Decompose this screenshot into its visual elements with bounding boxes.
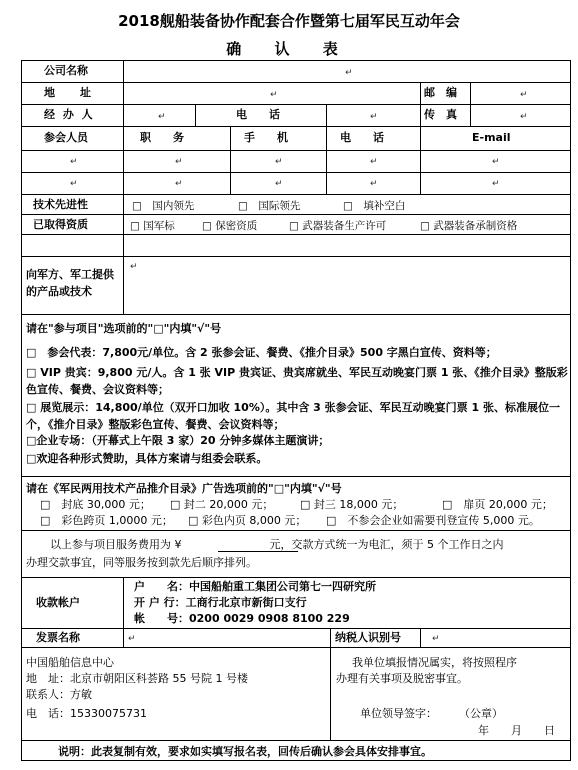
attendee-cell[interactable]: ↵ [492,179,500,189]
fee-line1: 以上参与项目服务费用为 ¥ 元，交款方式统一为电汇，须于 5 个工作日之内 [50,538,504,551]
footer-note: 说明：此表复制有效，要求如实填写报名表，回传后确认参会具体安排事宜。 [58,745,432,758]
project-vip[interactable]: □ VIP 贵宾：9,800 元/人。含 1 张 VIP 贵宾证、贵宾席就坐、军民互动晚宴门票 1 张、《推介目录》整版彩色宣传、餐费、会议资料等； [26,366,568,396]
phone-field[interactable]: ↵ [370,112,378,122]
project-delegate[interactable]: □ 参会代表：7,800元/单位。含 2 张参会证、餐费、《推介目录》500 字黑白宣传、资料等； [26,346,497,359]
organizer-contact: 联系人：方敏 [26,688,92,701]
postcode-label: 邮 编 [424,86,457,99]
projects-heading: 请在"参与项目"选项前的"□"内填"√"号 [26,322,222,335]
fee-line2: 办理交款事宜，同等服务按到款先后顺序排列。 [26,556,257,569]
attendee-cell[interactable]: ↵ [175,179,183,189]
invoice-name-label: 发票名称 [36,631,80,644]
tax-id-field[interactable]: ↵ [432,634,440,644]
mobile-header: 手 机 [244,131,288,144]
postcode-field[interactable]: ↵ [520,90,528,100]
handler-field[interactable]: ↵ [158,112,166,122]
address-label: 地 址 [44,86,92,99]
ads-heading: 请在《军民两用技术产品推介目录》广告选项前的"□"内填"√"号 [26,482,342,495]
attendee-cell[interactable]: ↵ [175,157,183,167]
ad-no-attend[interactable]: □ 不参会企业如需要刊登宣传 5,000 元。 [326,514,540,527]
tech-option-domestic[interactable]: □ 国内领先 [132,200,195,212]
project-exhibit[interactable]: □ 展览展示：14,800/单位（双开口加收 10%）。其中含 3 张参会证、军民互动晚宴门票 1 张、标准展位一个，《推介目录》整版彩色宣传、餐费、会议资料等； [26,401,560,431]
qual-option-gjb[interactable]: □ 国军标 [130,220,175,232]
ad-cover2[interactable]: □ 封二 20,000 元； [170,498,274,511]
attendee-cell[interactable]: ↵ [70,179,78,189]
account-name: 户 名：中国船舶重工集团公司第七一四研究所 [134,580,376,593]
address-field[interactable]: ↵ [270,90,278,100]
account-label: 收款帐户 [36,596,80,609]
ad-cover3[interactable]: □ 封三 18,000 元； [300,498,404,511]
qual-option-license[interactable]: □ 武器装备生产许可 [289,220,387,232]
phone-label: 电 话 [236,108,280,121]
confirm-line2: 办理有关事项及脱密事宜。 [336,672,468,685]
organizer-address: 地 址：北京市朝阳区科荟路 55 号院 1 号楼 [26,672,248,685]
tech-level-label: 技术先进性 [33,198,88,211]
ad-color-page[interactable]: □ 彩色内页 8,000 元； [188,514,307,527]
attendee-cell[interactable]: ↵ [492,157,500,167]
qual-option-contractor[interactable]: □ 武器装备承制资格 [420,220,518,232]
email-header: E-mail [472,131,511,144]
confirm-line1: 我单位填报情况属实，将按照程序 [352,656,517,669]
products-label: 向军方、军工提供的产品或技术 [26,268,114,298]
form-subtitle: 确 认 表 [226,40,352,58]
tel-header: 电 话 [340,131,384,144]
attendee-cell[interactable]: ↵ [275,179,283,189]
products-field[interactable]: ↵ [130,262,138,272]
fax-label: 传 真 [424,108,457,121]
company-label: 公司名称 [44,64,88,77]
attendee-cell[interactable]: ↵ [370,157,378,167]
attendee-cell[interactable]: ↵ [370,179,378,189]
organizer-phone: 电 话：15330075731 [26,707,147,720]
tech-option-gap[interactable]: □ 填补空白 [343,200,406,212]
project-sponsor[interactable]: □欢迎各种形式赞助，具体方案请与组委会联系。 [26,452,268,465]
position-header: 职 务 [140,131,184,144]
qualification-label: 已取得资质 [33,218,88,231]
fax-field[interactable]: ↵ [520,112,528,122]
tech-option-international[interactable]: □ 国际领先 [238,200,301,212]
tax-id-label: 纳税人识别号 [335,631,401,644]
account-number: 帐 号：0200 0029 0908 8100 229 [134,612,350,625]
ad-color-spread[interactable]: □ 彩色跨页 1,0000 元； [40,514,173,527]
company-field[interactable]: ↵ [345,68,353,78]
invoice-name-field[interactable]: ↵ [128,634,136,644]
sign-date[interactable]: 年 月 日 [478,724,555,737]
account-bank: 开 户 行：工商行北京市新街口支行 [134,596,307,609]
form-title: 2018舰船装备协作配套合作暨第七届军民互动年会 [118,12,460,30]
qual-option-secrecy[interactable]: □ 保密资质 [202,220,258,232]
ad-back-cover[interactable]: □ 封底 30,000 元； [40,498,151,511]
attendee-cell[interactable]: ↵ [275,157,283,167]
organizer-name: 中国船舶信息中心 [26,656,114,669]
leader-signature[interactable]: 单位领导签字： （公章） [360,707,503,720]
attendees-label: 参会人员 [44,131,88,144]
attendee-cell[interactable]: ↵ [70,157,78,167]
ad-title-page[interactable]: □ 扉页 20,000 元； [442,498,553,511]
handler-label: 经 办 人 [44,108,95,121]
project-special[interactable]: □企业专场：（开幕式上午限 3 家）20 分钟多媒体主题演讲； [26,434,330,447]
